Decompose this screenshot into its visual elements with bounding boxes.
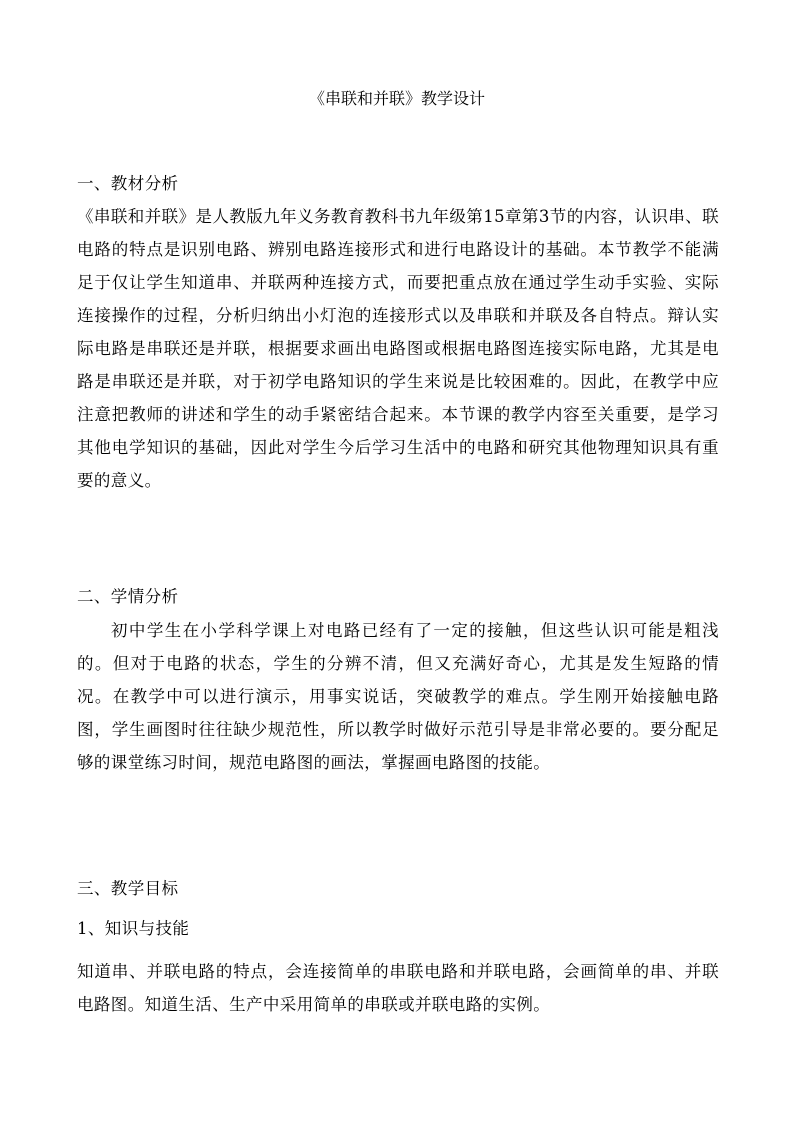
section-heading-teaching-objectives: 三、教学目标 <box>77 879 179 898</box>
section-heading-textbook-analysis: 一、教材分析 <box>77 174 179 193</box>
paragraph-knowledge-and-skills: 知道串、并联电路的特点，会连接简单的串联电路和并联电路，会画简单的串、并联电路图。知道生活、生产中采用简单的串联或并联电路的实例。 <box>77 962 719 1014</box>
document-title: 《串联和并联》教学设计 <box>308 89 485 108</box>
section-heading-learner-analysis: 二、学情分析 <box>77 587 179 606</box>
paragraph-learner-analysis: 初中学生在小学科学课上对电路已经有了一定的接触，但这些认识可能是粗浅的。但对于电路的状态，学生的分辨不清，但又充满好奇心，尤其是发生短路的情况。在教学中可以进行演示，用事实说话，突破教学的难点。学生刚开始接触电路图，学生画图时往往缺少规范性，所以教学时做好示范引导是非常必要的。要分配足够的课堂练习时间，规范电路图的画法，掌握画电路图的技能。 <box>77 621 719 772</box>
subheading-knowledge-and-skills: 1、知识与技能 <box>77 919 190 938</box>
paragraph-textbook-analysis: 《串联和并联》是人教版九年义务教育教科书九年级第15章第3节的内容，认识串、联电路的特点是识别电路、辨别电路连接形式和进行电路设计的基础。本节教学不能满足于仅让学生知道串、并联两种连接方式，而要把重点放在通过学生动手实验、实际连接操作的过程，分析归纳出小灯泡的连接形式以及串联和并联及各自特点。辩认实际电路是串联还是并联，根据要求画出电路图或根据电路图连接实际电路，尤其是电路是串联还是并联，对于初学电路知识的学生来说是比较困难的。因此，在教学中应注意把教师的讲述和学生的动手紧密结合起来。本节课的教学内容至关重要，是学习其他电学知识的基础，因此对学生今后学习生活中的电路和研究其他物理知识具有重要的意义。 <box>77 207 719 490</box>
